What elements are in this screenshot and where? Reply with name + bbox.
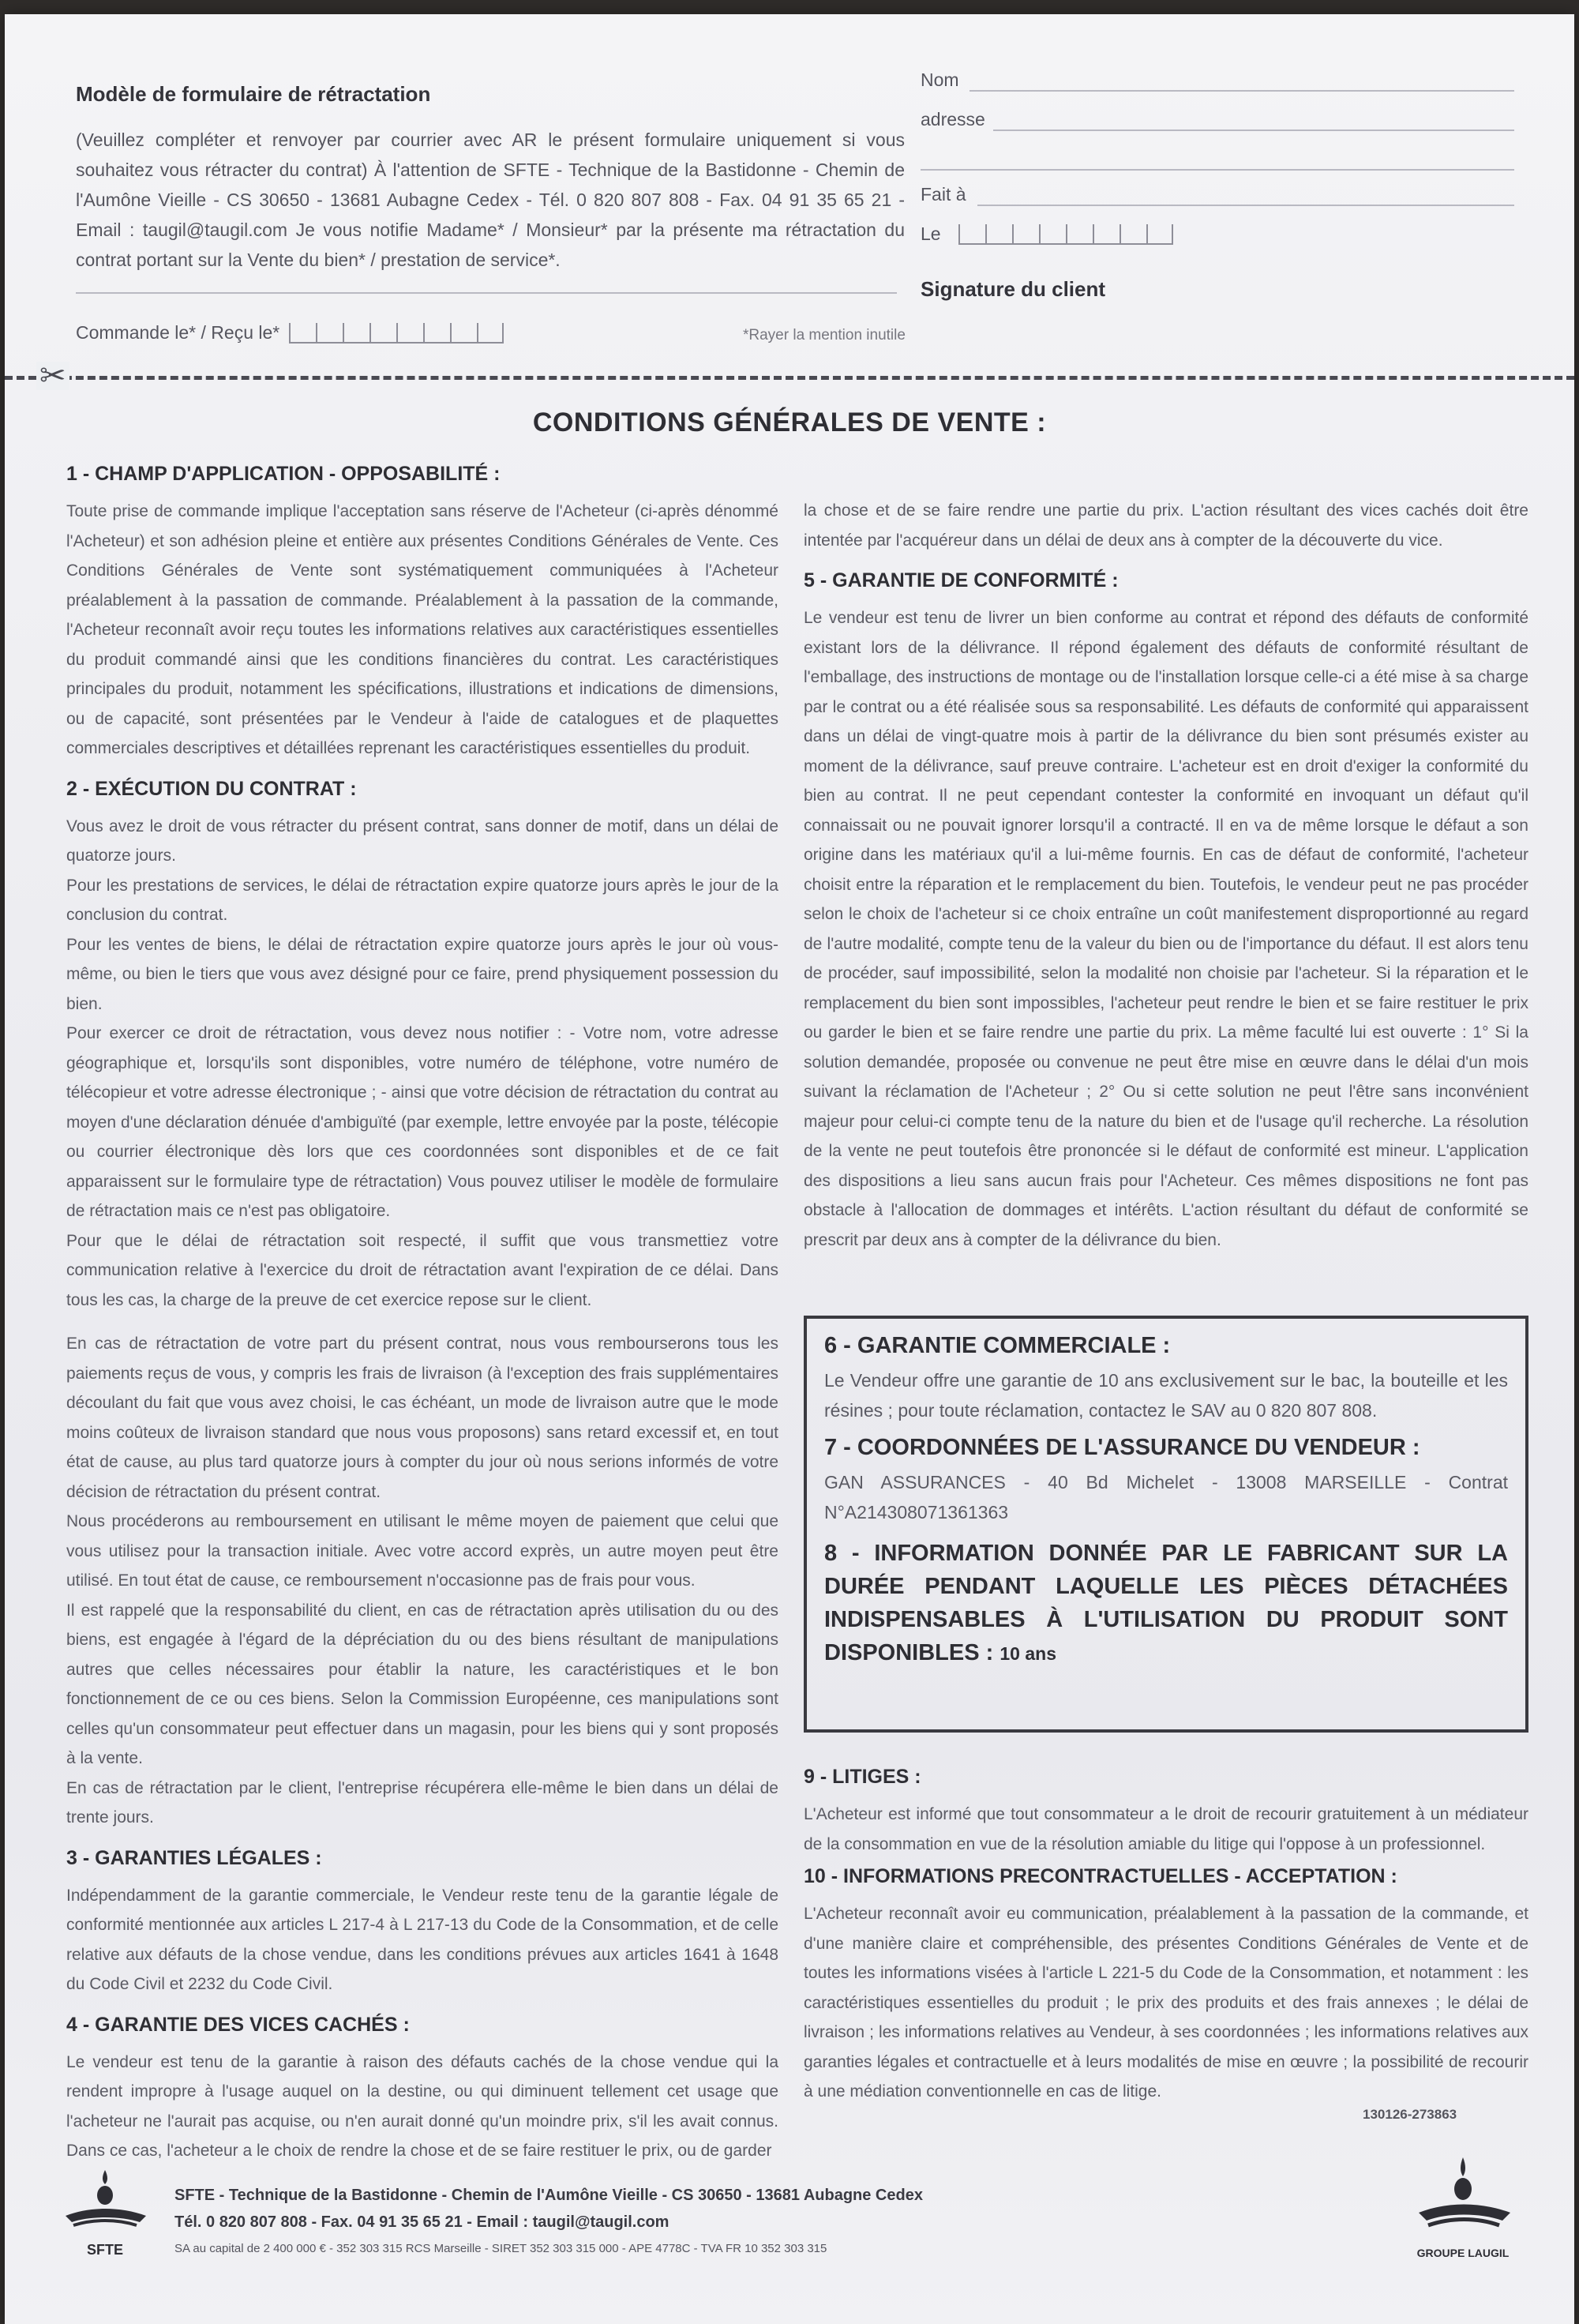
section-2-title: 2 - EXÉCUTION DU CONTRAT :: [66, 777, 357, 800]
section-6-text: Le Vendeur offre une garantie de 10 ans exclusivement sur le bac, la bouteille et les résines ; pour toute réclamation, contactez le SAV au 0 820 807 808.: [824, 1370, 1508, 1421]
section-9-text: L'Acheteur est informé que tout consommateur a le droit de recourir gratuitement à un médiateur de la consommation en vue de la résolution amiable du litige qui l'oppose à un professionnel.: [804, 1805, 1528, 1853]
name-label: Nom: [921, 69, 959, 90]
cgv-left-column: [66, 463, 778, 2166]
section-2-p1: Vous avez le droit de vous rétracter du présent contrat, sans donner de motif, dans un délai de quatorze jours.: [66, 817, 778, 865]
place-field[interactable]: [977, 205, 1514, 206]
form-title: Modèle de formulaire de rétractation: [76, 82, 431, 106]
scissors-icon: ✂: [36, 362, 69, 390]
footer-text: [174, 2182, 923, 2262]
section-1-title: 1 - CHAMP D'APPLICATION - OPPOSABILITÉ :: [66, 463, 501, 485]
section-8: [824, 1537, 1508, 1670]
footer-line-2: Tél. 0 820 807 808 - Fax. 04 91 35 65 21 - Email : taugil@taugil.com: [174, 2213, 669, 2231]
section-2-p6: En cas de rétractation de votre part du présent contrat, nous vous rembourserons tous les paiements reçus de vous, y compris les frais de livraison (à l'exception des frais supplémentaires découlant du fait que vous avez choisi, le cas échéant, un mode de livraison autre que le mode moins coûteux de livraison standard que nous vous proposons) sans retard excessif et, en tout état de cause, au plus tard quatorze jours à compter du jour où nous serions informés de votre décision de rétractation du présent contrat.: [66, 1335, 778, 1501]
section-4-text: Le vendeur est tenu de la garantie à raison des défauts cachés de la chose vendue qui la rendent impropre à l'usage auquel on la destine, ou qui diminuent tellement cet usage que l'acheteur ne l'aurait pas acquise, ou n'en aurait donné qu'un moindre prix, s'il les avait connus. Dans ce cas, l'acheteur a le choix de rendre la chose et de se faire restituer le prix, ou de garder: [66, 2052, 778, 2160]
laugil-logo-icon: [1408, 2156, 1518, 2243]
name-field[interactable]: [970, 90, 1514, 92]
section-2-p8: Il est rappelé que la responsabilité du client, en cas de rétractation après utilisation du ou des biens, est engagée à l'égard de la dépréciation du ou des biens résultant de manipulations autres que celles nécessaires pour établir la nature, les caractéristiques et le bon fonctionnement de ce ou ces biens. Selon la Commission Européenne, ces manipulations sont celles qu'un consommateur peut effectuer dans un magasin, pour les biens qui y sont proposés à la vente.: [66, 1601, 778, 1767]
cgv-title: CONDITIONS GÉNÉRALES DE VENTE :: [532, 407, 1047, 437]
footer-line-3: SA au capital de 2 400 000 € - 352 303 315 RCS Marseille - SIRET 352 303 315 000 - APE 4778C - TVA FR 10 352 303 315: [174, 2242, 827, 2255]
section-1-text: Toute prise de commande implique l'acceptation sans réserve de l'Acheteur (ci-après dénommé l'Acheteur) et son adhésion pleine et entière aux présentes Conditions Générales de Vente. Ces Conditions Générales de Vente sont systématiquement communiquées à l'Acheteur préalablement à la passation de commande. Préalablement à la passation de la commande, l'Acheteur reconnaît avoir reçu toutes les informations relatives aux caractéristiques essentielles du produit commandé ainsi que les conditions financières du contrat. Les caractéristiques principales du produit, notamment les spécifications, illustrations et indications de dimensions, ou de capacité, sont présentées par le Vendeur à l'aide de catalogues et de plaquettes commerciales descriptives et détaillées reprenant les caractéristiques essentielles du produit.: [66, 502, 778, 757]
section-2-p7: Nous procéderons au remboursement en utilisant le même moyen de paiement que celui que vous utilisez pour la transaction initiale. Avec votre accord exprès, un autre moyen peut être utilisé. En tout état de cause, ce remboursement n'occasionne pas de frais pour vous.: [66, 1512, 778, 1590]
section-2-p5: Pour que le délai de rétractation soit respecté, il suffit que vous transmettiez votre communication relative à l'exercice du droit de rétractation avant l'expiration de ce délai. Dans tous les cas, la charge de la preuve de cet exercice repose sur le client.: [66, 1231, 778, 1309]
section-2-p3: Pour les ventes de biens, le délai de rétractation expire quatorze jours après le jour où vous-même, ou bien le tiers que vous avez désigné pour ce faire, prend physiquement possession du bien.: [66, 935, 778, 1013]
address-label: adresse: [921, 109, 985, 130]
section-9-title: 9 - LITIGES :: [804, 1766, 921, 1788]
section-2-p4: Pour exercer ce droit de rétractation, vous devez nous notifier : - Votre nom, votre adresse géographique et, lorsqu'ils sont disponibles, votre numéro de téléphone, votre numéro de télécopieur et votre adresse électronique ; - ainsi que votre décision de rétractation du contrat au moyen d'une déclaration dénuée d'ambiguïté (par exemple, lettre envoyée par la poste, télécopie ou courrier électronique dès lors que ces coordonnées sont disponibles et de ce fait apparaissent sur le formulaire type de rétractation) Vous pouvez utiliser le modèle de formulaire de rétractation mais ce n'est pas obligatoire.: [66, 1024, 778, 1220]
section-2-p9: En cas de rétractation par le client, l'entreprise récupérera elle-même le bien dans un délai de trente jours.: [66, 1778, 778, 1827]
section-10-title: 10 - INFORMATIONS PRECONTRACTUELLES - ACCEPTATION :: [804, 1865, 1397, 1887]
footer-line-1: SFTE - Technique de la Bastidonne - Chemin de l'Aumône Vieille - CS 30650 - 13681 Aubagne Cedex: [174, 2187, 923, 2204]
place-label: Fait à: [921, 184, 966, 205]
order-date-field[interactable]: [76, 322, 504, 344]
section-4-title: 4 - GARANTIE DES VICES CACHÉS :: [66, 2013, 410, 2036]
section-8-value: 10 ans: [1000, 1643, 1056, 1664]
address-field[interactable]: [993, 130, 1514, 131]
address-field-2[interactable]: [921, 169, 1514, 171]
date-field[interactable]: [958, 224, 1173, 245]
cgv-right-column: [804, 496, 1528, 1255]
section-5-text: Le vendeur est tenu de livrer un bien conforme au contrat et répond des défauts de conformité existant lors de la délivrance. Il répond également des défauts de conformité résultant de l'emballage, des instructions de montage ou de l'installation lorsque celle-ci a été mise à sa charge par le contrat ou a été réalisée sous sa responsabilité. Les défauts de conformité qui apparaissent dans un délai de vingt-quatre mois à partir de la délivrance du bien sont présumés exister au moment de la délivrance, sauf preuve contraire. L'acheteur est en droit d'exiger la conformité du bien au contrat. Il ne peut cependant contester la conformité en invoquant un défaut qu'il connaissait ou ne pouvait ignorer lorsqu'il a contracté. Il en va de même lorsque le défaut a son origine dans les matériaux qu'il a lui-même fournis. En cas de défaut de conformité, l'acheteur choisit entre la réparation et le remplacement du bien. Toutefois, le vendeur peut ne pas procéder selon le choix de l'acheteur si ce choix entraîne un coût manifestement disproportionné au regard de l'autre modalité, compte tenu de la valeur du bien ou de l'importance du défaut. Il est alors tenu de procéder, sauf impossibilité, selon la modalité non choisie par l'acheteur. Si la réparation et le remplacement du bien sont impossibles, l'acheteur peut rendre le bien et se faire restituer le prix ou garder le bien et se faire rendre une partie du prix. La même faculté lui est ouverte : 1° Si la solution demandée, proposée ou convenue ne peut être mise en œuvre dans le délai d'un mois suivant la réclamation de l'Acheteur ; 2° Ou si cette solution ne peut l'être sans inconvénient majeur pour celui-ci compte tenu de la nature du bien et de l'usage qu'il recherche. La résolution de la vente ne peut toutefois être prononcée si le défaut de conformité est mineur. L'application des dispositions a lieu sans aucun frais pour l'Acheteur. Ces mêmes dispositions ne font pas obstacle à l'allocation de dommages et intérêts. L'action résultant du défaut de conformité se prescrit par deux ans à compter de la délivrance du bien.: [804, 609, 1528, 1249]
mention-note: *Rayer la mention inutile: [743, 327, 906, 344]
signature-label: Signature du client: [921, 277, 1106, 301]
document-code: 130126-273863: [1363, 2107, 1457, 2122]
order-date-boxes[interactable]: [289, 323, 504, 344]
document-page: [5, 14, 1574, 2324]
section-3-title: 3 - GARANTIES LÉGALES :: [66, 1846, 322, 1869]
laugil-logo-text: GROUPE LAUGIL: [1416, 2247, 1510, 2259]
sfte-logo: [54, 2167, 156, 2258]
section-5-title: 5 - GARANTIE DE CONFORMITÉ :: [804, 569, 1119, 591]
section-7-title: 7 - COORDONNÉES DE L'ASSURANCE DU VENDEUR :: [824, 1435, 1420, 1460]
section-7-text: GAN ASSURANCES - 40 Bd Michelet - 13008 MARSEILLE - Contrat N°A214308071361363: [824, 1472, 1508, 1522]
form-intro: [76, 125, 905, 275]
section-2-p2: Pour les prestations de services, le délai de rétractation expire quatorze jours après le jour de la conclusion du contrat.: [66, 876, 778, 924]
date-boxes[interactable]: [958, 224, 1173, 245]
date-label: Le: [921, 223, 941, 244]
section-6-title: 6 - GARANTIE COMMERCIALE :: [824, 1333, 1171, 1358]
order-date-label: Commande le* / Reçu le*: [76, 322, 280, 343]
laugil-logo: [1404, 2156, 1522, 2259]
form-notify-text: Je vous notifie Madame* / Monsieur* par la présente ma rétractation du contrat portant sur la Vente du bien* / prestation de service*.: [76, 220, 906, 270]
commercial-info-box: [804, 1316, 1528, 1733]
form-intro-text: (Veuillez compléter et renvoyer par courrier avec AR le présent formulaire uniquement si vous souhaitez vous rétracter du contrat) À l'attention de SFTE - Technique de la Bastidonne - Chemin de l'Aumône Vieille - CS 30650 - 13681 Aubagne Cedex - Tél. 0 820 807 808 - Fax. 04 91 35 65 21 - Email : taugil@taugil.com: [76, 130, 905, 240]
sfte-logo-text: SFTE: [86, 2242, 123, 2258]
section-4-continued: la chose et de se faire rendre une partie du prix. L'action résultant des vices cachés doit être intentée par l'acquéreur dans un délai de deux ans à compter de la découverte du vice.: [804, 501, 1528, 550]
cut-line: [5, 376, 1574, 380]
cgv-right-column-bottom: [804, 1766, 1528, 2107]
section-8-title: 8 - INFORMATION DONNÉE PAR LE FABRICANT SUR LA DURÉE PENDANT LAQUELLE LES PIÈCES DÉTACHÉES INDISPENSABLES À L'UTILISATION DU PRODUIT SONT DISPONIBLES :: [824, 1541, 1508, 1665]
section-10-text: L'Acheteur reconnaît avoir eu communication, préalablement à la passation de la commande, et d'une manière claire et compréhensible, des présentes Conditions Générales de Vente et de toutes les informations visées à l'article L 221-5 du Code de la Consommation, et notamment : les caractéristiques essentielles du produit ; le prix des produits et des frais annexes ; le délai de livraison ; les informations relatives au Vendeur, à ses coordonnées ; les informations relatives aux garanties légales et contractuelle et à leurs modalités de mise en œuvre ; la possibilité de recourir à une médiation conventionnelle en cas de litige.: [804, 1905, 1528, 2101]
sfte-logo-icon: [58, 2167, 152, 2238]
form-blank-line[interactable]: [76, 292, 897, 294]
section-3-text: Indépendamment de la garantie commerciale, le Vendeur reste tenu de la garantie légale de conformité mentionnée aux articles L 217-4 à L 217-13 du Code de la Consommation, et de celle relative aux défauts de la chose vendue, dans les conditions prévues aux articles 1641 à 1648 du Code Civil et 2232 du Code Civil.: [66, 1886, 778, 1993]
